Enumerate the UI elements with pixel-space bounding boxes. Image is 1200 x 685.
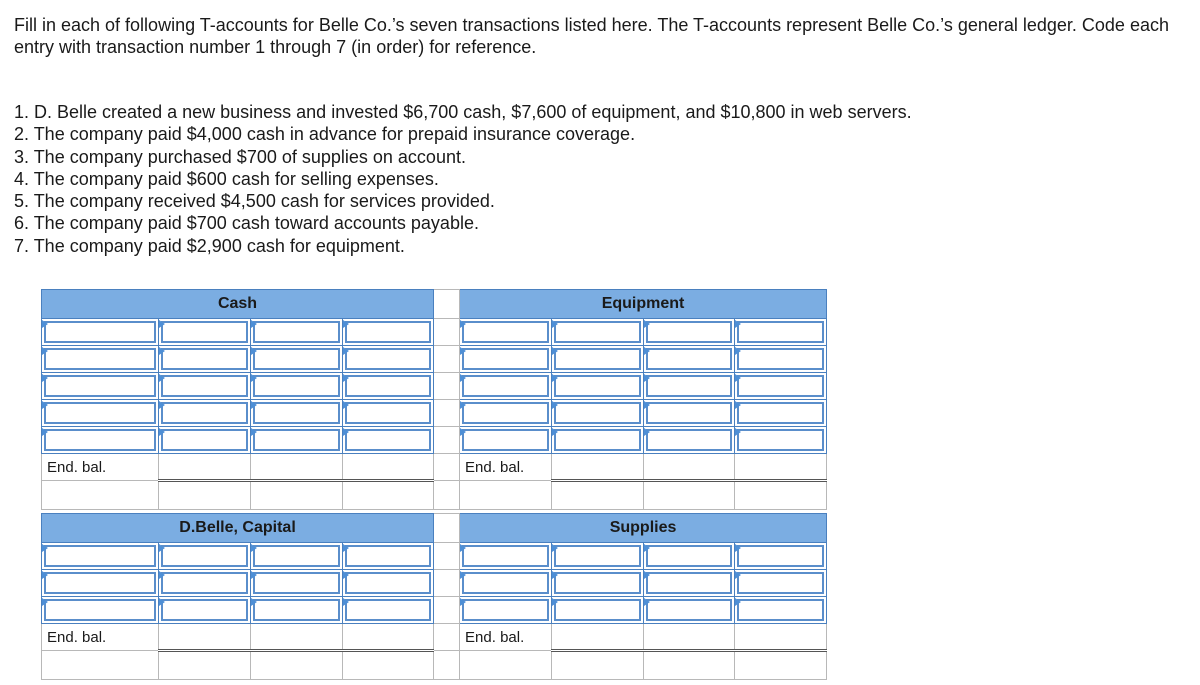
dropdown-arrow-icon xyxy=(251,428,257,436)
entry-cell xyxy=(159,570,251,597)
entry-cell xyxy=(552,346,644,373)
entry-cell xyxy=(644,400,735,427)
supplies-ref-end-balance xyxy=(644,624,735,651)
blank-cell xyxy=(735,651,827,680)
entry-cell xyxy=(42,319,159,346)
entry-input-field[interactable] xyxy=(161,348,248,370)
dropdown-arrow-icon xyxy=(251,401,257,409)
transaction-item: 3. The company purchased $700 of supplies on account. xyxy=(14,146,466,167)
entry-row xyxy=(42,346,827,373)
dropdown-arrow-icon xyxy=(343,598,349,606)
supplies-account-title: Supplies xyxy=(460,514,827,543)
dropdown-arrow-icon xyxy=(251,598,257,606)
entry-cell xyxy=(42,570,159,597)
blank-cell xyxy=(343,651,434,680)
entry-cell xyxy=(644,319,735,346)
dropdown-arrow-icon xyxy=(552,401,558,409)
end-balance-row xyxy=(42,624,827,651)
entry-cell xyxy=(343,400,434,427)
entry-cell xyxy=(251,543,343,570)
entry-input-field[interactable] xyxy=(253,375,340,397)
blank-cell xyxy=(644,481,735,510)
transaction-item: 1. D. Belle created a new business and invested $6,700 cash, $7,600 of equipment, and $10,800 in web servers. xyxy=(14,102,912,122)
entry-cell xyxy=(735,346,827,373)
entry-input-field[interactable] xyxy=(345,572,431,594)
supplies-credit-end-balance xyxy=(735,624,827,651)
entry-cell xyxy=(343,597,434,624)
entry-input-field[interactable] xyxy=(646,429,732,451)
dropdown-arrow-icon xyxy=(460,374,466,382)
blank-cell xyxy=(42,481,159,510)
entry-cell xyxy=(159,319,251,346)
entry-cell xyxy=(460,373,552,400)
entry-cell xyxy=(42,373,159,400)
entry-cell xyxy=(552,373,644,400)
entry-input-field[interactable] xyxy=(646,375,732,397)
entry-input-field[interactable] xyxy=(345,599,431,621)
entry-input-field[interactable] xyxy=(345,375,431,397)
account-gap xyxy=(434,319,460,346)
entry-cell xyxy=(251,427,343,454)
entry-cell xyxy=(42,543,159,570)
entry-row xyxy=(42,373,827,400)
entry-cell xyxy=(343,319,434,346)
entry-cell xyxy=(735,597,827,624)
dropdown-arrow-icon xyxy=(460,347,466,355)
dropdown-arrow-icon xyxy=(251,571,257,579)
entry-input-field[interactable] xyxy=(646,348,732,370)
account-gap xyxy=(434,427,460,454)
entry-input-field[interactable] xyxy=(737,402,824,424)
dropdown-arrow-icon xyxy=(251,544,257,552)
entry-input-field[interactable] xyxy=(44,321,156,343)
entry-cell xyxy=(644,346,735,373)
blank-cell xyxy=(343,481,434,510)
equipment-credit-end-balance xyxy=(735,454,827,481)
spacer-row xyxy=(42,481,827,510)
entry-cell xyxy=(735,570,827,597)
blank-cell xyxy=(42,651,159,680)
dropdown-arrow-icon xyxy=(159,571,165,579)
transaction-item: 6. The company paid $700 cash toward accounts payable. xyxy=(14,213,479,234)
entry-cell xyxy=(159,346,251,373)
entry-input-field[interactable] xyxy=(161,572,248,594)
end-balance-row xyxy=(42,454,827,481)
entry-input-field[interactable] xyxy=(462,321,549,343)
entry-input-field[interactable] xyxy=(44,545,156,567)
dropdown-arrow-icon xyxy=(42,571,48,579)
entry-input-field[interactable] xyxy=(554,572,641,594)
dropdown-arrow-icon xyxy=(159,320,165,328)
entry-input-field[interactable] xyxy=(161,321,248,343)
blank-cell xyxy=(159,651,251,680)
entry-input-field[interactable] xyxy=(462,375,549,397)
entry-cell xyxy=(251,346,343,373)
transaction-list xyxy=(14,101,1184,257)
capital-debit-end-balance xyxy=(159,624,251,651)
dropdown-arrow-icon xyxy=(460,320,466,328)
dropdown-arrow-icon xyxy=(460,544,466,552)
cash-account-title: Cash xyxy=(42,290,434,319)
blank-cell xyxy=(552,481,644,510)
dropdown-arrow-icon xyxy=(159,598,165,606)
entry-input-field[interactable] xyxy=(554,402,641,424)
entry-cell xyxy=(460,400,552,427)
dropdown-arrow-icon xyxy=(460,428,466,436)
dropdown-arrow-icon xyxy=(552,544,558,552)
entry-input-field[interactable] xyxy=(737,599,824,621)
entry-input-field[interactable] xyxy=(554,321,641,343)
dropdown-arrow-icon xyxy=(251,374,257,382)
entry-input-field[interactable] xyxy=(161,429,248,451)
entry-cell xyxy=(552,597,644,624)
entry-input-field[interactable] xyxy=(44,402,156,424)
dropdown-arrow-icon xyxy=(343,374,349,382)
entry-input-field[interactable] xyxy=(737,572,824,594)
dropdown-arrow-icon xyxy=(251,320,257,328)
entry-row xyxy=(42,427,827,454)
dropdown-arrow-icon xyxy=(552,320,558,328)
entry-input-field[interactable] xyxy=(253,402,340,424)
entry-cell xyxy=(552,400,644,427)
entry-input-field[interactable] xyxy=(646,402,732,424)
entry-input-field[interactable] xyxy=(161,402,248,424)
transaction-item: 4. The company paid $600 cash for selling expenses. xyxy=(14,168,439,189)
entry-row xyxy=(42,597,827,624)
entry-input-field[interactable] xyxy=(646,321,732,343)
account-gap xyxy=(434,543,460,570)
dropdown-arrow-icon xyxy=(644,401,650,409)
entry-cell xyxy=(42,597,159,624)
t-accounts-bottom xyxy=(41,513,827,680)
dropdown-arrow-icon xyxy=(552,374,558,382)
blank-cell xyxy=(460,651,552,680)
blank-cell xyxy=(251,481,343,510)
entry-input-field[interactable] xyxy=(737,545,824,567)
entry-cell xyxy=(644,597,735,624)
entry-input-field[interactable] xyxy=(554,348,641,370)
entry-cell xyxy=(552,427,644,454)
entry-cell xyxy=(644,373,735,400)
entry-input-field[interactable] xyxy=(646,599,732,621)
blank-cell xyxy=(735,481,827,510)
entry-input-field[interactable] xyxy=(253,321,340,343)
account-gap xyxy=(434,454,460,481)
dropdown-arrow-icon xyxy=(159,374,165,382)
equipment-account-title: Equipment xyxy=(460,290,827,319)
blank-cell xyxy=(552,651,644,680)
dropdown-arrow-icon xyxy=(42,428,48,436)
entry-input-field[interactable] xyxy=(462,572,549,594)
dropdown-arrow-icon xyxy=(343,320,349,328)
dropdown-arrow-icon xyxy=(735,428,741,436)
dropdown-arrow-icon xyxy=(552,571,558,579)
dropdown-arrow-icon xyxy=(460,571,466,579)
entry-cell xyxy=(460,427,552,454)
entry-input-field[interactable] xyxy=(44,599,156,621)
dropdown-arrow-icon xyxy=(159,544,165,552)
equipment-end-balance-label: End. bal. xyxy=(460,454,552,481)
entry-cell xyxy=(735,373,827,400)
dropdown-arrow-icon xyxy=(735,347,741,355)
dropdown-arrow-icon xyxy=(159,428,165,436)
entry-cell xyxy=(159,543,251,570)
dropdown-arrow-icon xyxy=(735,598,741,606)
cash-debit-end-balance xyxy=(159,454,251,481)
entry-cell xyxy=(42,427,159,454)
dropdown-arrow-icon xyxy=(644,320,650,328)
entry-input-field[interactable] xyxy=(646,572,732,594)
entry-input-field[interactable] xyxy=(737,375,824,397)
dropdown-arrow-icon xyxy=(343,428,349,436)
supplies-end-balance-label: End. bal. xyxy=(460,624,552,651)
entry-input-field[interactable] xyxy=(345,321,431,343)
entry-input-field[interactable] xyxy=(44,348,156,370)
dropdown-arrow-icon xyxy=(735,374,741,382)
entry-row xyxy=(42,400,827,427)
entry-input-field[interactable] xyxy=(737,321,824,343)
blank-cell xyxy=(644,651,735,680)
account-gap xyxy=(434,400,460,427)
entry-input-field[interactable] xyxy=(161,545,248,567)
dropdown-arrow-icon xyxy=(644,428,650,436)
entry-cell xyxy=(251,373,343,400)
entry-input-field[interactable] xyxy=(253,599,340,621)
supplies-debit-end-balance xyxy=(552,624,644,651)
dropdown-arrow-icon xyxy=(343,401,349,409)
entry-cell xyxy=(552,543,644,570)
transaction-item: 7. The company paid $2,900 cash for equipment. xyxy=(14,235,405,256)
entry-cell xyxy=(460,597,552,624)
equipment-debit-end-balance xyxy=(552,454,644,481)
entry-input-field[interactable] xyxy=(161,375,248,397)
dropdown-arrow-icon xyxy=(42,374,48,382)
entry-input-field[interactable] xyxy=(737,429,824,451)
account-gap xyxy=(434,597,460,624)
entry-input-field[interactable] xyxy=(345,402,431,424)
cash-end-balance-label: End. bal. xyxy=(42,454,159,481)
dropdown-arrow-icon xyxy=(42,544,48,552)
dropdown-arrow-icon xyxy=(644,544,650,552)
capital-end-balance-label: End. bal. xyxy=(42,624,159,651)
entry-row xyxy=(42,319,827,346)
transaction-item: 2. The company paid $4,000 cash in advance for prepaid insurance coverage. xyxy=(14,124,636,145)
entry-input-field[interactable] xyxy=(345,545,431,567)
entry-cell xyxy=(735,427,827,454)
entry-input-field[interactable] xyxy=(462,402,549,424)
dropdown-arrow-icon xyxy=(735,320,741,328)
entry-cell xyxy=(460,543,552,570)
dropdown-arrow-icon xyxy=(42,598,48,606)
entry-row xyxy=(42,543,827,570)
entry-cell xyxy=(159,427,251,454)
dropdown-arrow-icon xyxy=(251,347,257,355)
entry-cell xyxy=(460,346,552,373)
account-gap xyxy=(434,346,460,373)
account-gap xyxy=(434,514,460,543)
entry-cell xyxy=(735,319,827,346)
capital-credit-end-balance xyxy=(343,624,434,651)
dropdown-arrow-icon xyxy=(42,320,48,328)
dropdown-arrow-icon xyxy=(343,571,349,579)
cash-credit-end-balance xyxy=(343,454,434,481)
entry-input-field[interactable] xyxy=(554,599,641,621)
blank-cell xyxy=(434,651,460,680)
entry-cell xyxy=(159,400,251,427)
entry-input-field[interactable] xyxy=(646,545,732,567)
dropdown-arrow-icon xyxy=(735,571,741,579)
entry-input-field[interactable] xyxy=(345,348,431,370)
entry-cell xyxy=(251,570,343,597)
blank-cell xyxy=(460,481,552,510)
entry-input-field[interactable] xyxy=(44,429,156,451)
entry-input-field[interactable] xyxy=(462,348,549,370)
entry-cell xyxy=(343,570,434,597)
entry-cell xyxy=(42,346,159,373)
dropdown-arrow-icon xyxy=(42,401,48,409)
dropdown-arrow-icon xyxy=(460,598,466,606)
entry-input-field[interactable] xyxy=(462,429,549,451)
entry-cell xyxy=(343,373,434,400)
entry-input-field[interactable] xyxy=(253,545,340,567)
dropdown-arrow-icon xyxy=(735,544,741,552)
spacer-row xyxy=(42,651,827,680)
entry-cell xyxy=(552,570,644,597)
cash-ref-end-balance xyxy=(251,454,343,481)
capital-account-title: D.Belle, Capital xyxy=(42,514,434,543)
transaction-item: 5. The company received $4,500 cash for services provided. xyxy=(14,191,495,212)
entry-input-field[interactable] xyxy=(253,348,340,370)
entry-input-field[interactable] xyxy=(161,599,248,621)
dropdown-arrow-icon xyxy=(159,401,165,409)
instructions-text: Fill in each of following T-accounts for Belle Co.’s seven transactions listed here. The T-accounts represent Belle Co.’s general ledger. Code each entry with transaction number 1 through 7 (in order) for reference. xyxy=(14,15,1169,57)
dropdown-arrow-icon xyxy=(343,544,349,552)
entry-cell xyxy=(460,319,552,346)
entry-row xyxy=(42,570,827,597)
dropdown-arrow-icon xyxy=(644,374,650,382)
entry-cell xyxy=(460,570,552,597)
capital-ref-end-balance xyxy=(251,624,343,651)
entry-cell xyxy=(644,427,735,454)
account-gap xyxy=(434,624,460,651)
dropdown-arrow-icon xyxy=(644,598,650,606)
blank-cell xyxy=(434,481,460,510)
entry-input-field[interactable] xyxy=(554,545,641,567)
entry-cell xyxy=(251,319,343,346)
dropdown-arrow-icon xyxy=(644,347,650,355)
dropdown-arrow-icon xyxy=(42,347,48,355)
entry-cell xyxy=(735,400,827,427)
entry-cell xyxy=(343,346,434,373)
account-gap xyxy=(434,373,460,400)
blank-cell xyxy=(159,481,251,510)
entry-input-field[interactable] xyxy=(253,572,340,594)
dropdown-arrow-icon xyxy=(552,347,558,355)
t-accounts-top xyxy=(41,289,827,510)
dropdown-arrow-icon xyxy=(343,347,349,355)
entry-input-field[interactable] xyxy=(44,572,156,594)
account-gap xyxy=(434,570,460,597)
entry-cell xyxy=(644,543,735,570)
dropdown-arrow-icon xyxy=(644,571,650,579)
entry-cell xyxy=(343,427,434,454)
dropdown-arrow-icon xyxy=(460,401,466,409)
entry-cell xyxy=(159,597,251,624)
entry-cell xyxy=(42,400,159,427)
entry-cell xyxy=(343,543,434,570)
blank-cell xyxy=(251,651,343,680)
equipment-ref-end-balance xyxy=(644,454,735,481)
dropdown-arrow-icon xyxy=(552,598,558,606)
account-gap xyxy=(434,290,460,319)
entry-cell xyxy=(644,570,735,597)
entry-input-field[interactable] xyxy=(462,599,549,621)
entry-cell xyxy=(251,400,343,427)
entry-input-field[interactable] xyxy=(554,375,641,397)
entry-cell xyxy=(552,319,644,346)
dropdown-arrow-icon xyxy=(552,428,558,436)
entry-input-field[interactable] xyxy=(554,429,641,451)
entry-cell xyxy=(159,373,251,400)
entry-input-field[interactable] xyxy=(44,375,156,397)
dropdown-arrow-icon xyxy=(159,347,165,355)
entry-cell xyxy=(735,543,827,570)
entry-cell xyxy=(251,597,343,624)
entry-input-field[interactable] xyxy=(345,429,431,451)
entry-input-field[interactable] xyxy=(462,545,549,567)
entry-input-field[interactable] xyxy=(737,348,824,370)
entry-input-field[interactable] xyxy=(253,429,340,451)
dropdown-arrow-icon xyxy=(735,401,741,409)
